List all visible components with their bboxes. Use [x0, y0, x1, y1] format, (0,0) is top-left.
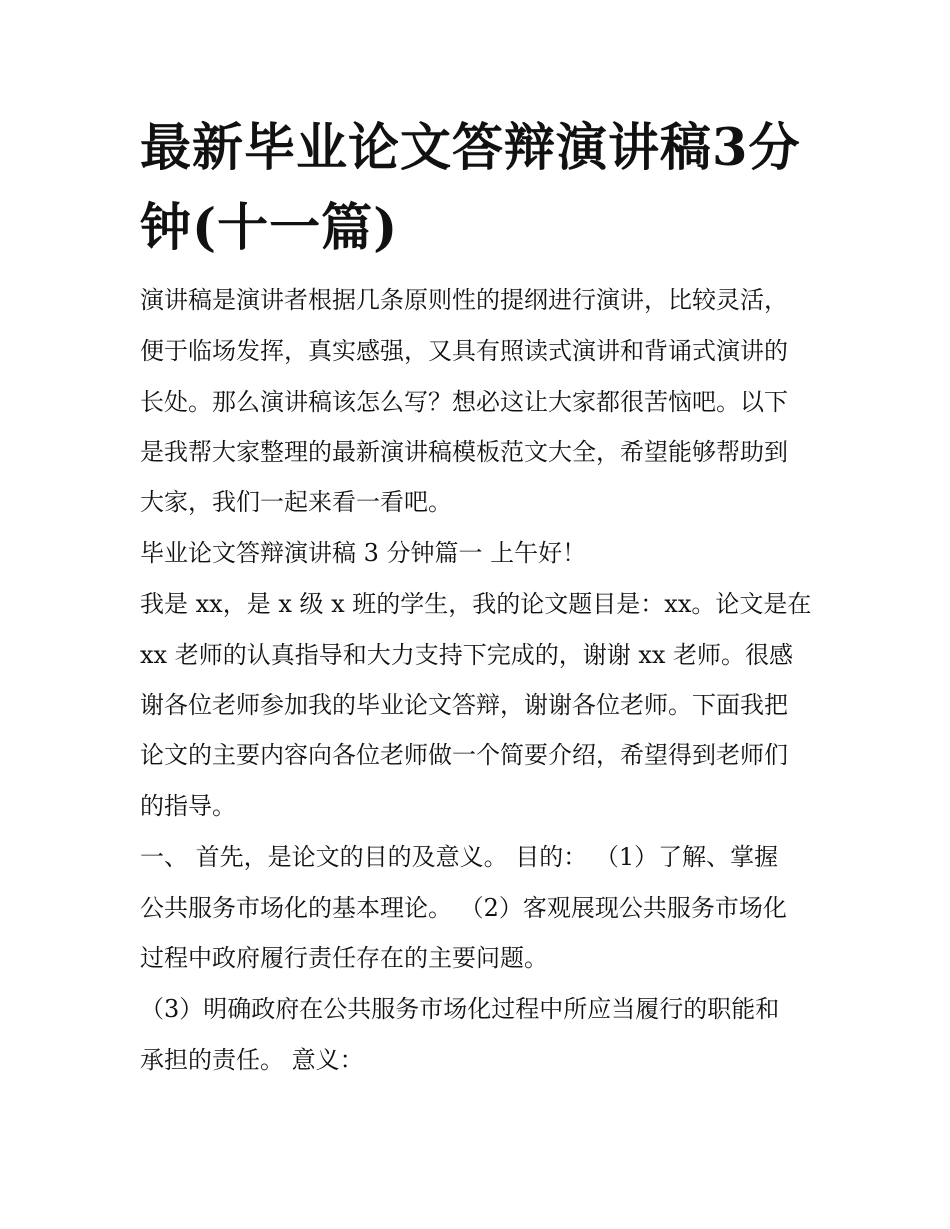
body-line-13: 公共服务市场化的基本理论。 （2）客观展现公共服务市场化	[140, 894, 787, 922]
title-line-1: 最新毕业论文答辩演讲稿3分	[140, 118, 801, 178]
body-line-7: 我是 xx，是 x 级 x 班的学生，我的论文题目是：xx。论文是在	[140, 590, 812, 618]
body-line-4: 是我帮大家整理的最新演讲稿模板范文大全，希望能够帮助到	[140, 438, 788, 466]
body-line-2: 便于临场发挥，真实感强，又具有照读式演讲和背诵式演讲的	[140, 337, 788, 365]
section-heading: 毕业论文答辩演讲稿 3 分钟篇一 上午好！	[140, 539, 587, 567]
body-line-8: xx 老师的认真指导和大力支持下完成的，谢谢 xx 老师。很感	[140, 641, 794, 669]
body-line-11: 的指导。	[140, 792, 236, 820]
body-line-14: 过程中政府履行责任存在的主要问题。	[140, 944, 548, 972]
body-line-15: （3）明确政府在公共服务市场化过程中所应当履行的职能和	[140, 995, 780, 1023]
body-line-1: 演讲稿是演讲者根据几条原则性的提纲进行演讲，比较灵活，	[140, 286, 788, 314]
body-line-16: 承担的责任。 意义：	[140, 1046, 364, 1074]
body-line-9: 谢各位老师参加我的毕业论文答辩，谢谢各位老师。下面我把	[140, 691, 788, 719]
document-title	[140, 108, 820, 268]
title-line-2: 钟(十一篇)	[140, 198, 399, 258]
body-line-10: 论文的主要内容向各位老师做一个简要介绍，希望得到老师们	[140, 741, 788, 769]
body-line-3: 长处。那么演讲稿该怎么写？想必这让大家都很苦恼吧。以下	[140, 388, 788, 416]
body-line-5: 大家，我们一起来看一看吧。	[140, 488, 452, 516]
body-line-12: 一、 首先，是论文的目的及意义。 目的： （1）了解、掌握	[140, 843, 779, 871]
